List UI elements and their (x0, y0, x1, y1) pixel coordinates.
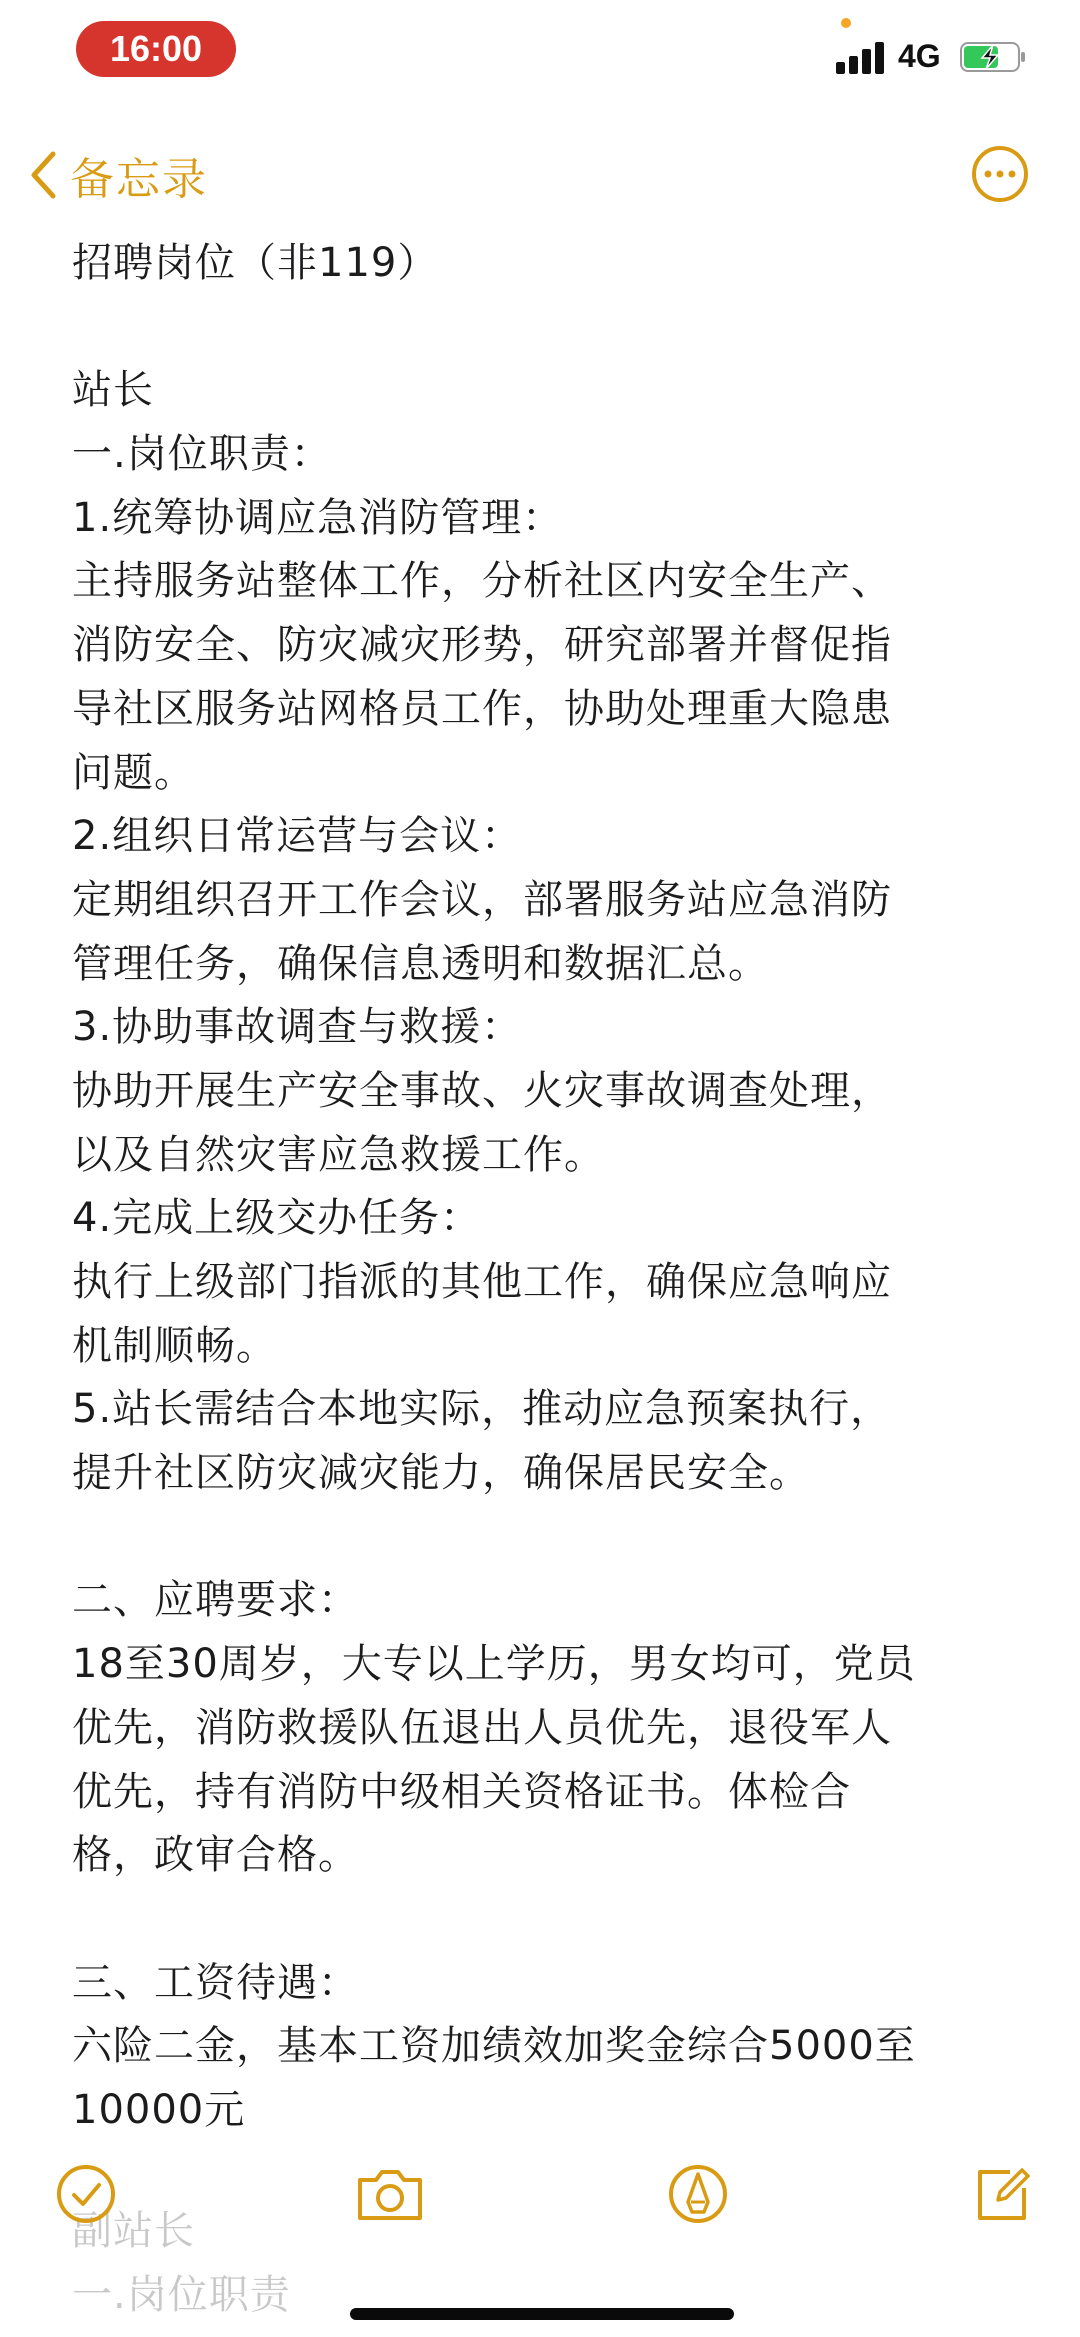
note-line: 副站长 (72, 2208, 195, 2254)
note-line: 问题。 (72, 749, 195, 796)
note-line: 3.协助事故调查与救援： (72, 1004, 523, 1051)
note-line: 机制顺畅。 (72, 1322, 277, 1369)
back-button-label: 备忘录 (70, 154, 208, 205)
camera-icon[interactable] (354, 2162, 426, 2226)
note-line: 导社区服务站网格员工作，协助处理重大隐患 (72, 685, 892, 732)
privacy-indicator-dot (841, 18, 851, 28)
note-line: 5.站长需结合本地实际，推动应急预案执行， (72, 1386, 892, 1433)
pen-tip-circle-icon[interactable] (666, 2162, 730, 2226)
note-line: 提升社区防灾减灾能力，确保居民安全。 (72, 1450, 810, 1497)
note-line: 一.岗位职责 (72, 2271, 291, 2318)
battery-charging-icon (960, 42, 1026, 72)
checkmark-circle-icon[interactable] (54, 2162, 118, 2226)
network-type: 4G (898, 38, 941, 74)
note-line (72, 1506, 1032, 1570)
note-line: 10000元 (72, 2086, 246, 2133)
status-bar (0, 0, 1080, 120)
cellular-signal-icon (836, 40, 888, 74)
bottom-toolbar (0, 2150, 1080, 2240)
note-line (72, 1888, 1032, 1952)
note-line: 以及自然灾害应急救援工作。 (72, 1131, 605, 1178)
note-line: 招聘岗位（非119） (72, 240, 439, 286)
note-line: 三、工资待遇： (72, 1959, 359, 2006)
note-line: 优先，持有消防中级相关资格证书。体检合 (72, 1768, 851, 1815)
note-body[interactable] (72, 232, 1032, 2143)
note-line (72, 296, 1032, 360)
note-line: 优先，消防救援队伍退出人员优先，退役军人 (72, 1704, 892, 1751)
note-line: 执行上级部门指派的其他工作，确保应急响应 (72, 1259, 892, 1305)
ellipsis-circle-icon[interactable] (970, 144, 1030, 204)
note-line: 六险二金，基本工资加绩效加奖金综合5000至 (72, 2023, 916, 2070)
compose-icon[interactable] (970, 2162, 1034, 2226)
status-time: 16:00 (76, 21, 236, 77)
note-line: 管理任务，确保信息透明和数据汇总。 (72, 940, 769, 987)
note-line: 格，政审合格。 (72, 1832, 359, 1879)
note-line: 消防安全、防灾减灾形势，研究部署并督促指 (72, 622, 892, 669)
note-line: 协助开展生产安全事故、火灾事故调查处理， (72, 1067, 892, 1114)
note-line: 4.完成上级交办任务： (72, 1195, 482, 1242)
note-line: 定期组织召开工作会议，部署服务站应急消防 (72, 876, 892, 923)
back-button[interactable] (28, 140, 208, 210)
note-line: 站长 (72, 367, 154, 414)
note-line: 18至30周岁，大专以上学历，男女均可，党员 (72, 1641, 916, 1688)
home-indicator[interactable] (350, 2308, 734, 2320)
note-line: 二、应聘要求： (72, 1577, 359, 1624)
chevron-left-icon (28, 150, 58, 200)
nav-bar (0, 130, 1080, 220)
note-line: 主持服务站整体工作，分析社区内安全生产、 (72, 558, 892, 605)
note-line: 一.岗位职责： (72, 431, 332, 478)
note-line: 2.组织日常运营与会议： (72, 813, 523, 860)
note-line: 1.统筹协调应急消防管理： (72, 494, 564, 541)
